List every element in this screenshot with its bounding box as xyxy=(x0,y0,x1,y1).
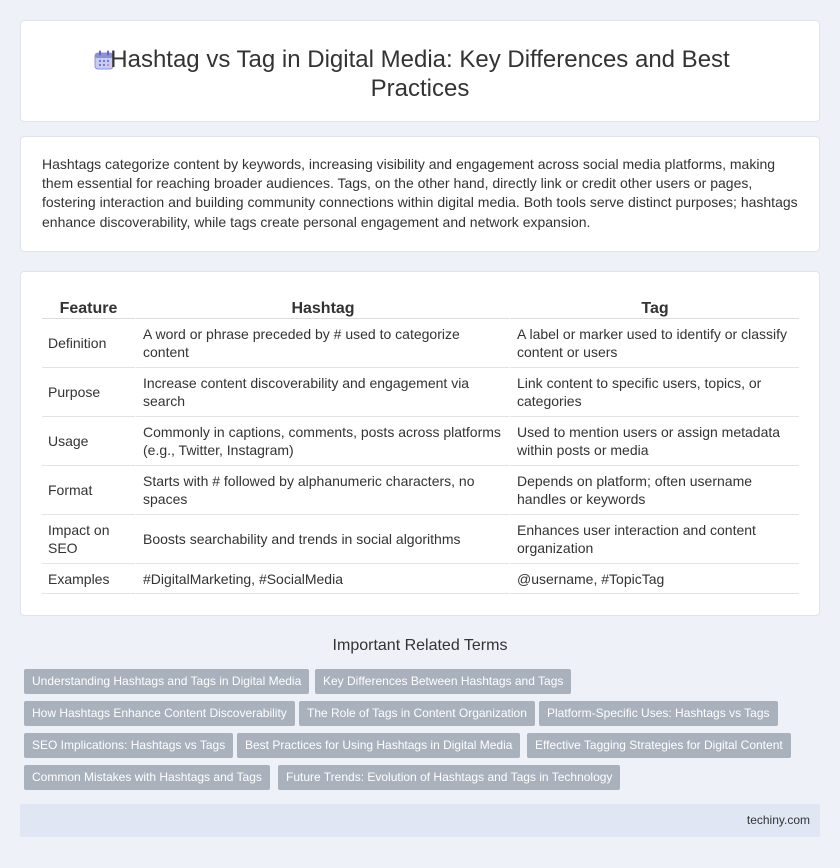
related-term-chip[interactable]: Platform-Specific Uses: Hashtags vs Tags xyxy=(539,701,778,726)
tag-cell: @username, #TopicTag xyxy=(509,564,799,594)
table-row xyxy=(42,515,799,564)
related-term-chip[interactable]: Key Differences Between Hashtags and Tags xyxy=(315,669,571,694)
table-row xyxy=(42,417,799,466)
footer-site-name: techiny.com xyxy=(746,813,810,827)
related-term-chip[interactable]: How Hashtags Enhance Content Discoverability xyxy=(24,701,295,726)
related-term-chip[interactable]: SEO Implications: Hashtags vs Tags xyxy=(24,733,233,758)
tag-cell: Used to mention users or assign metadata within posts or media xyxy=(509,417,799,466)
feature-cell: Definition xyxy=(42,319,135,368)
tag-cell: Depends on platform; often username handles or keywords xyxy=(509,466,799,515)
related-term-chip[interactable]: Understanding Hashtags and Tags in Digital Media xyxy=(24,669,309,694)
comparison-table xyxy=(42,296,799,594)
table-row xyxy=(42,564,799,594)
column-header-feature: Feature xyxy=(42,296,135,319)
related-term-chip[interactable]: Effective Tagging Strategies for Digital Content xyxy=(527,733,791,758)
footer xyxy=(20,804,820,837)
hashtag-cell: A word or phrase preceded by # used to categorize content xyxy=(135,319,509,368)
page-title: Hashtag vs Tag in Digital Media: Key Differences and Best Practices xyxy=(110,46,730,102)
hashtag-cell: Commonly in captions, comments, posts across platforms (e.g., Twitter, Instagram) xyxy=(135,417,509,466)
comparison-table-card xyxy=(20,271,820,616)
column-header-tag: Tag xyxy=(509,296,799,319)
feature-cell: Format xyxy=(42,466,135,515)
hashtag-cell: Boosts searchability and trends in social algorithms xyxy=(135,515,509,564)
table-row xyxy=(42,368,799,417)
related-terms-title: Important Related Terms xyxy=(332,637,508,654)
intro-card xyxy=(20,136,820,252)
related-term-chip[interactable]: Common Mistakes with Hashtags and Tags xyxy=(24,765,270,790)
feature-cell: Usage xyxy=(42,417,135,466)
feature-cell: Examples xyxy=(42,564,135,594)
related-term-chip[interactable]: The Role of Tags in Content Organization xyxy=(299,701,535,726)
feature-cell: Impact on SEO xyxy=(42,515,135,564)
tag-cell: A label or marker used to identify or classify content or users xyxy=(509,319,799,368)
hashtag-cell: Starts with # followed by alphanumeric characters, no spaces xyxy=(135,466,509,515)
related-term-chip[interactable]: Best Practices for Using Hashtags in Digital Media xyxy=(237,733,520,758)
column-header-hashtag: Hashtag xyxy=(135,296,509,319)
table-header-row xyxy=(42,296,799,319)
tag-cell: Enhances user interaction and content organization xyxy=(509,515,799,564)
header-card xyxy=(20,20,820,122)
table-row xyxy=(42,466,799,515)
related-term-chip[interactable]: Future Trends: Evolution of Hashtags and Tags in Technology xyxy=(278,765,620,790)
tag-cell: Link content to specific users, topics, or categories xyxy=(509,368,799,417)
hashtag-cell: #DigitalMarketing, #SocialMedia xyxy=(135,564,509,594)
hashtag-cell: Increase content discoverability and engagement via search xyxy=(135,368,509,417)
feature-cell: Purpose xyxy=(42,368,135,417)
intro-paragraph: Hashtags categorize content by keywords, increasing visibility and engagement across social media platforms, making them essential for reaching broader audiences. Tags, on the other hand, directly link or credit other users or pages, fostering interaction and building community connections within digital media. Both tools serve distinct purposes; hashtags enhance discoverability, while tags create personal engagement and network expansion. xyxy=(42,156,798,230)
table-row xyxy=(42,319,799,368)
